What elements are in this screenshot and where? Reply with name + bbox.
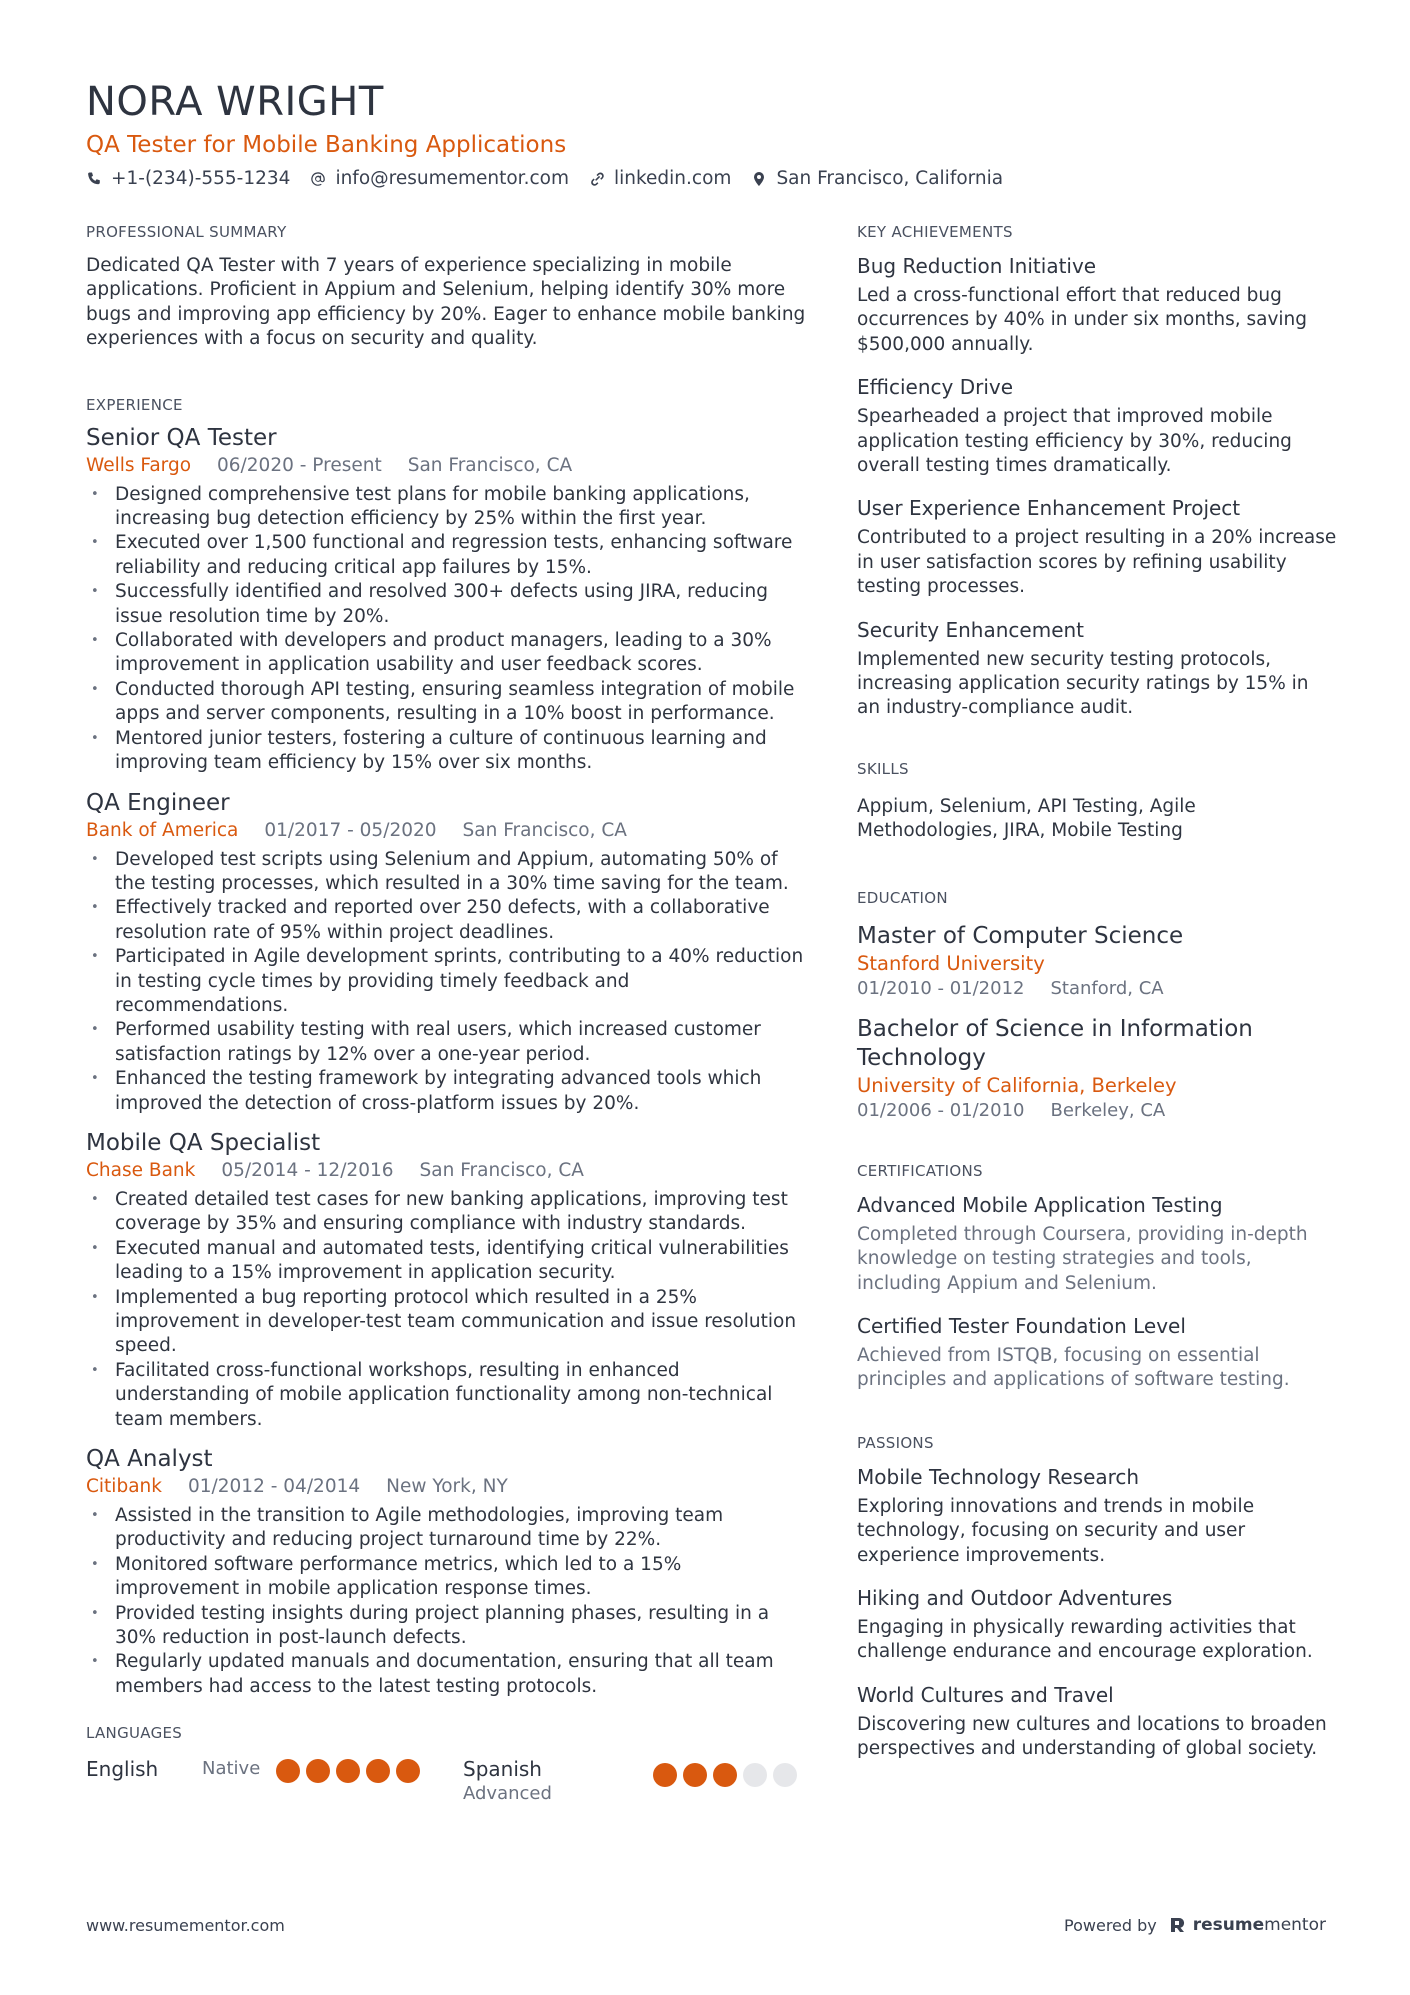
certification-item	[857, 1191, 1337, 1296]
company-name: Wells Fargo	[86, 454, 192, 476]
rating-dot-filled	[396, 1759, 420, 1783]
job-meta	[86, 818, 806, 844]
section-title: KEY ACHIEVEMENTS	[857, 223, 1013, 241]
achievements-section	[857, 222, 1337, 721]
at-icon	[310, 171, 326, 187]
rating-dot-filled	[653, 1763, 677, 1787]
passion-text: Exploring innovations and trends in mobile technology, focusing on security and user experience improvements.	[857, 1495, 1255, 1566]
experience-section	[86, 395, 806, 1700]
degree-title: Bachelor of Science in Information Technology	[857, 1015, 1253, 1071]
bullet-item: • Implemented a bug reporting protocol which resulted in a 25% improvement in developer-test team communication and issue resolution speed.	[86, 1286, 806, 1359]
achievement-item	[857, 494, 1337, 599]
candidate-headline: QA Tester for Mobile Banking Applications	[86, 132, 567, 158]
job-location: New York, NY	[386, 1476, 508, 1498]
company-name: Chase Bank	[86, 1159, 196, 1181]
passion-title: Hiking and Outdoor Adventures	[857, 1585, 1173, 1610]
rating-dot-filled	[366, 1759, 390, 1783]
education-meta	[857, 977, 1337, 1001]
language-level: Advanced	[463, 1783, 552, 1805]
contact-location	[751, 166, 1003, 192]
achievement-title: Security Enhancement	[857, 617, 1085, 642]
skills-text: Appium, Selenium, API Testing, Agile Methodologies, JIRA, Mobile Testing	[857, 795, 1196, 842]
certification-text: Achieved from ISTQB, focusing on essential principles and applications of software testing.	[857, 1344, 1290, 1391]
section-title: PROFESSIONAL SUMMARY	[86, 223, 287, 241]
summary-text: Dedicated QA Tester with 7 years of experience specializing in mobile applications. Proficient in Appium and Selenium, helping identify 30% more bugs and improving app efficiency by 20%. Eager to enhance mobile banking experiences with a focus on security and quality.	[86, 255, 806, 350]
achievement-item	[857, 616, 1337, 721]
powered-by	[1064, 1915, 1326, 1935]
bullet-item: • Created detailed test cases for new banking applications, improving test coverage by 35% and ensuring compliance with industry standards.	[86, 1188, 806, 1237]
bullet-item: • Enhanced the testing framework by integrating advanced tools which improved the detection of cross-platform issues by 20%.	[86, 1067, 806, 1116]
language-rating	[276, 1759, 420, 1783]
rating-dot-empty	[743, 1763, 767, 1787]
achievement-text: Spearheaded a project that improved mobile application testing efficiency by 30%, reducing overall testing times dramatically.	[857, 406, 1292, 477]
job-dates: 01/2012 - 04/2014	[187, 1476, 361, 1498]
summary-section	[86, 222, 806, 352]
education-dates: 01/2010 - 01/2012	[857, 977, 1025, 999]
achievement-text: Contributed to a project resulting in a 20% increase in user satisfaction scores by refining usability testing processes.	[857, 527, 1337, 598]
certifications-section	[857, 1161, 1337, 1393]
education-dates: 01/2006 - 01/2010	[857, 1099, 1025, 1121]
section-title: CERTIFICATIONS	[857, 1161, 983, 1180]
certification-text: Completed through Coursera, providing in-depth knowledge on testing strategies and tools, including Appium and Selenium.	[857, 1223, 1308, 1294]
bullet-item: • Facilitated cross-functional workshops, resulting in enhanced understanding of mobile application functionality among non-technical team members.	[86, 1359, 806, 1432]
bullet-item: • Executed manual and automated tests, identifying critical vulnerabilities leading to a 15% improvement in application security.	[86, 1237, 806, 1286]
education-item	[857, 922, 1337, 1001]
passion-title: World Cultures and Travel	[857, 1682, 1114, 1707]
right-column	[857, 222, 1337, 1762]
left-column	[86, 222, 806, 1805]
job-entry	[86, 1128, 806, 1432]
contact-phone[interactable]	[86, 166, 290, 192]
passion-text: Engaging in physically rewarding activities that challenge endurance and encourage exploration.	[857, 1616, 1313, 1663]
job-location: San Francisco, CA	[407, 454, 573, 476]
bullet-item: • Executed over 1,500 functional and regression tests, enhancing software reliability and reducing critical app failures by 15%.	[86, 531, 806, 580]
passion-list	[857, 1463, 1337, 1762]
brand-name-light: mentor	[1264, 1915, 1326, 1935]
rating-dot-filled	[306, 1759, 330, 1783]
job-meta	[86, 1474, 806, 1500]
achievement-list	[857, 252, 1337, 721]
footer	[86, 1915, 1326, 1935]
job-entry	[86, 423, 806, 776]
passion-item	[857, 1584, 1337, 1665]
skills-section	[857, 759, 1337, 844]
brand-logo[interactable]	[1169, 1915, 1326, 1935]
bullet-item: • Performed usability testing with real users, which increased customer satisfaction ratings by 12% over a one-year period.	[86, 1018, 806, 1067]
achievement-title: User Experience Enhancement Project	[857, 496, 1241, 521]
bullet-item: • Provided testing insights during project planning phases, resulting in a 30% reduction in post-launch defects.	[86, 1602, 806, 1651]
certification-item	[857, 1312, 1337, 1393]
linkedin-text: linkedin.com	[613, 168, 732, 189]
bullet-item: • Successfully identified and resolved 300+ defects using JIRA, reducing issue resolution time by 20%.	[86, 580, 806, 629]
email-text: info@resumementor.com	[335, 168, 569, 189]
degree-title: Master of Computer Science	[857, 922, 1184, 949]
achievement-title: Bug Reduction Initiative	[857, 254, 1097, 278]
job-dates: 06/2020 - Present	[217, 454, 382, 476]
job-bullets	[86, 1504, 806, 1699]
candidate-name: NORA WRIGHT	[86, 79, 384, 125]
certification-list	[857, 1191, 1337, 1393]
job-dates: 05/2014 - 12/2016	[221, 1159, 394, 1181]
section-title: PASSIONS	[857, 1433, 934, 1452]
section-title: SKILLS	[857, 759, 909, 778]
rating-dot-empty	[773, 1763, 797, 1787]
passion-title: Mobile Technology Research	[857, 1464, 1140, 1489]
passion-item	[857, 1681, 1337, 1762]
rating-dot-filled	[336, 1759, 360, 1783]
brand-name-bold: resume	[1192, 1915, 1265, 1935]
job-entry	[86, 788, 806, 1116]
location-pin-icon	[751, 171, 767, 187]
education-item	[857, 1015, 1337, 1123]
passions-section	[857, 1433, 1337, 1762]
rating-dot-filled	[276, 1759, 300, 1783]
education-location: Berkeley, CA	[1050, 1099, 1166, 1121]
contact-linkedin[interactable]	[589, 166, 731, 192]
job-entry	[86, 1444, 806, 1699]
job-title: QA Engineer	[86, 789, 230, 816]
bullet-item: • Designed comprehensive test plans for mobile banking applications, increasing bug detection efficiency by 25% within the first year.	[86, 483, 806, 532]
footer-website-link[interactable]: www.resumementor.com	[86, 1915, 285, 1935]
bullet-item: • Conducted thorough API testing, ensuring seamless integration of mobile apps and server components, resulting in a 10% boost in performance.	[86, 678, 806, 727]
company-name: Bank of America	[86, 819, 239, 841]
bullet-item: • Monitored software performance metrics, which led to a 15% improvement in mobile application response times.	[86, 1553, 806, 1602]
job-location: San Francisco, CA	[419, 1159, 584, 1181]
job-title: Mobile QA Specialist	[86, 1129, 321, 1156]
language-list	[86, 1755, 806, 1805]
powered-by-label: Powered by	[1064, 1915, 1157, 1935]
language-text	[463, 1755, 653, 1805]
education-location: Stanford, CA	[1050, 977, 1164, 999]
contact-bar	[86, 166, 1326, 192]
language-level: Native	[202, 1758, 261, 1780]
phone-text: +1-(234)-555-1234	[111, 168, 291, 189]
job-bullets	[86, 483, 806, 776]
school-name: Stanford University	[857, 951, 1045, 975]
bullet-item: • Effectively tracked and reported over 250 defects, with a collaborative resolution rate of 95% within project deadlines.	[86, 896, 806, 945]
section-title: LANGUAGES	[86, 1724, 183, 1743]
language-name: Spanish	[463, 1757, 542, 1782]
job-bullets	[86, 1188, 806, 1432]
education-meta	[857, 1099, 1337, 1123]
language-name: English	[86, 1757, 159, 1782]
job-bullets	[86, 848, 806, 1116]
language-item	[463, 1755, 797, 1805]
rating-dot-filled	[683, 1763, 707, 1787]
certification-title: Advanced Mobile Application Testing	[857, 1192, 1223, 1217]
rating-dot-filled	[713, 1763, 737, 1787]
bullet-item: • Participated in Agile development sprints, contributing to a 40% reduction in testing cycle times by providing timely feedback and recommendations.	[86, 945, 806, 1018]
job-title: Senior QA Tester	[86, 424, 277, 451]
school-name: University of California, Berkeley	[857, 1073, 1177, 1097]
achievement-text: Led a cross-functional effort that reduced bug occurrences by 40% in under six months, saving $500,000 annually.	[857, 285, 1308, 355]
achievement-title: Efficiency Drive	[857, 375, 1014, 400]
job-list	[86, 423, 806, 1700]
section-title: EDUCATION	[857, 888, 948, 907]
job-meta	[86, 1158, 806, 1184]
bullet-item: • Regularly updated manuals and documentation, ensuring that all team members had access to the latest testing protocols.	[86, 1650, 806, 1699]
language-item	[86, 1755, 463, 1783]
bullet-item: • Developed test scripts using Selenium and Appium, automating 50% of the testing processes, which resulted in a 30% time saving for the team.	[86, 848, 806, 897]
achievement-text: Implemented new security testing protocols, increasing application security ratings by 15% in an industry-compliance audit.	[857, 648, 1309, 719]
job-meta	[86, 453, 806, 479]
bullet-item: • Collaborated with developers and product managers, leading to a 30% improvement in application usability and user feedback scores.	[86, 629, 806, 678]
achievement-item	[857, 373, 1337, 478]
bullet-item: • Assisted in the transition to Agile methodologies, improving team productivity and reducing project turnaround time by 22%.	[86, 1504, 806, 1553]
language-rating	[653, 1763, 797, 1787]
education-section	[857, 888, 1337, 1123]
link-icon	[589, 171, 605, 187]
job-title: QA Analyst	[86, 1446, 213, 1473]
education-list	[857, 922, 1337, 1123]
passion-item	[857, 1463, 1337, 1568]
certification-title: Certified Tester Foundation Level	[857, 1313, 1186, 1338]
location-text: San Francisco, California	[776, 168, 1004, 189]
resume-header	[86, 76, 1326, 192]
passion-text: Discovering new cultures and locations to broaden perspectives and understanding of global society.	[857, 1713, 1327, 1760]
contact-email[interactable]	[310, 166, 569, 192]
company-name: Citibank	[86, 1476, 162, 1498]
achievement-item	[857, 252, 1337, 357]
languages-section	[86, 1723, 806, 1805]
section-title: EXPERIENCE	[86, 395, 183, 414]
job-dates: 01/2017 - 05/2020	[264, 819, 437, 841]
phone-icon	[86, 171, 102, 187]
job-location: San Francisco, CA	[462, 819, 627, 841]
bullet-item: • Mentored junior testers, fostering a culture of continuous learning and improving team efficiency by 15% over six months.	[86, 727, 806, 776]
resumementor-logo-icon	[1169, 1916, 1187, 1934]
